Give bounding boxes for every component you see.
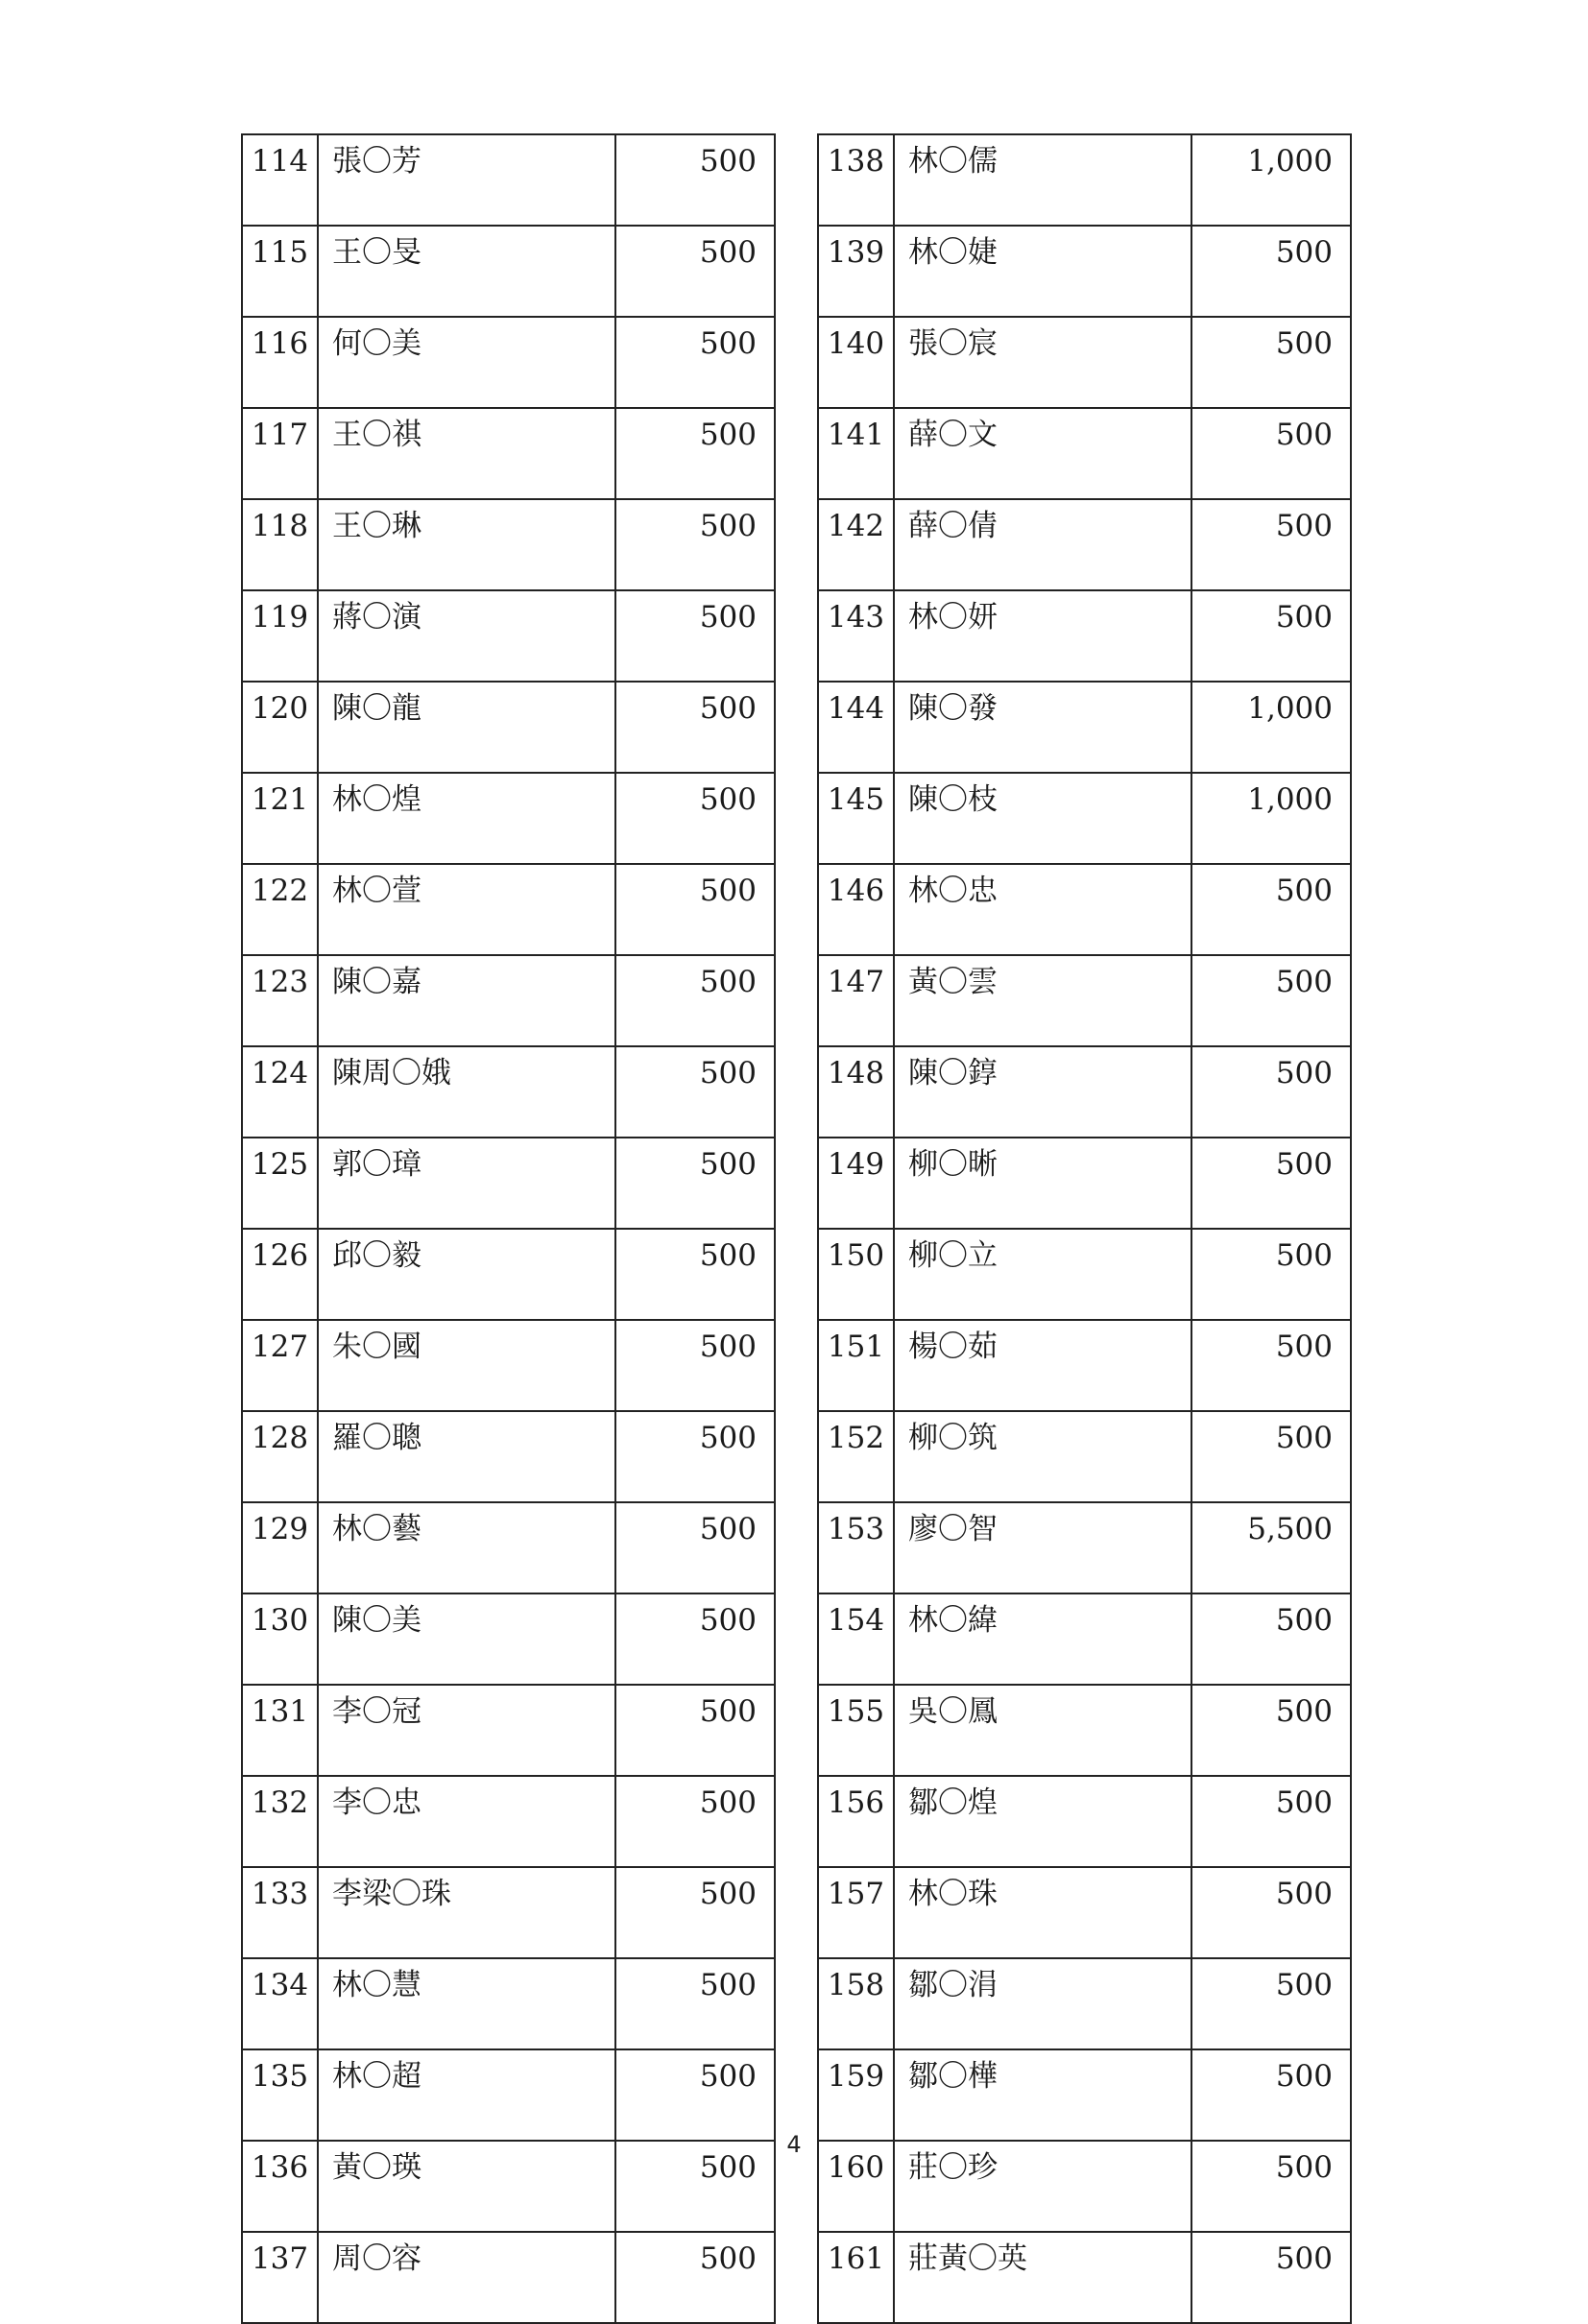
- row-number-cell: 130: [242, 1593, 318, 1685]
- donation-amount-cell: 1,000: [1191, 682, 1351, 773]
- donation-amount-cell: 500: [1191, 864, 1351, 955]
- donation-amount-cell: 500: [615, 317, 775, 408]
- donation-amount-cell: 500: [615, 682, 775, 773]
- row-number-cell: 128: [242, 1411, 318, 1502]
- donor-name-cell: 林〇婕: [894, 226, 1191, 317]
- donation-amount-cell: 500: [615, 1685, 775, 1776]
- donation-amount-cell: 1,000: [1191, 134, 1351, 226]
- donation-amount-cell: 500: [1191, 2232, 1351, 2323]
- donor-name-cell: 郭〇璋: [318, 1138, 615, 1229]
- donor-name-cell: 陳〇嘉: [318, 955, 615, 1046]
- donor-name-cell: 李〇冠: [318, 1685, 615, 1776]
- table-row: [242, 682, 775, 773]
- donation-amount-cell: 500: [615, 1138, 775, 1229]
- row-number-cell: 141: [818, 408, 894, 499]
- donor-name-cell: 林〇慧: [318, 1958, 615, 2049]
- donor-name-cell: 王〇祺: [318, 408, 615, 499]
- donation-amount-cell: 500: [615, 226, 775, 317]
- row-number-cell: 158: [818, 1958, 894, 2049]
- table-row: [818, 317, 1351, 408]
- donor-name-cell: 鄒〇樺: [894, 2049, 1191, 2141]
- row-number-cell: 118: [242, 499, 318, 590]
- table-row: [818, 226, 1351, 317]
- donation-amount-cell: 500: [615, 773, 775, 864]
- row-number-cell: 140: [818, 317, 894, 408]
- donor-name-cell: 陳〇美: [318, 1593, 615, 1685]
- donation-amount-cell: 500: [615, 955, 775, 1046]
- table-row: [818, 1593, 1351, 1685]
- donor-name-cell: 周〇容: [318, 2232, 615, 2323]
- row-number-cell: 117: [242, 408, 318, 499]
- table-row: [242, 317, 775, 408]
- donation-amount-cell: 500: [1191, 1046, 1351, 1138]
- row-number-cell: 153: [818, 1502, 894, 1593]
- donor-name-cell: 蔣〇演: [318, 590, 615, 682]
- donor-table-left-body: [242, 134, 775, 2323]
- row-number-cell: 116: [242, 317, 318, 408]
- table-row: [818, 1685, 1351, 1776]
- table-row: [242, 1411, 775, 1502]
- table-row: [242, 1867, 775, 1958]
- donation-amount-cell: 500: [615, 1593, 775, 1685]
- table-row: [818, 1138, 1351, 1229]
- donation-amount-cell: 500: [1191, 1958, 1351, 2049]
- donor-name-cell: 柳〇立: [894, 1229, 1191, 1320]
- row-number-cell: 159: [818, 2049, 894, 2141]
- donation-amount-cell: 500: [615, 1776, 775, 1867]
- row-number-cell: 139: [818, 226, 894, 317]
- donor-table-right: [817, 133, 1352, 2324]
- row-number-cell: 148: [818, 1046, 894, 1138]
- donor-name-cell: 黃〇瑛: [318, 2141, 615, 2232]
- donor-name-cell: 朱〇國: [318, 1320, 615, 1411]
- donor-name-cell: 林〇藝: [318, 1502, 615, 1593]
- donation-amount-cell: 500: [1191, 226, 1351, 317]
- row-number-cell: 114: [242, 134, 318, 226]
- donor-name-cell: 王〇琳: [318, 499, 615, 590]
- row-number-cell: 150: [818, 1229, 894, 1320]
- donation-amount-cell: 500: [615, 408, 775, 499]
- row-number-cell: 144: [818, 682, 894, 773]
- row-number-cell: 115: [242, 226, 318, 317]
- donor-name-cell: 林〇緯: [894, 1593, 1191, 1685]
- row-number-cell: 145: [818, 773, 894, 864]
- row-number-cell: 156: [818, 1776, 894, 1867]
- table-row: [818, 1867, 1351, 1958]
- donor-name-cell: 張〇宸: [894, 317, 1191, 408]
- donor-name-cell: 王〇旻: [318, 226, 615, 317]
- table-row: [242, 1685, 775, 1776]
- table-row: [818, 1958, 1351, 2049]
- row-number-cell: 120: [242, 682, 318, 773]
- table-row: [818, 1776, 1351, 1867]
- table-row: [242, 134, 775, 226]
- table-row: [818, 499, 1351, 590]
- donation-amount-cell: 500: [615, 1502, 775, 1593]
- row-number-cell: 123: [242, 955, 318, 1046]
- donor-name-cell: 鄒〇涓: [894, 1958, 1191, 2049]
- donor-name-cell: 薛〇文: [894, 408, 1191, 499]
- table-row: [242, 1958, 775, 2049]
- row-number-cell: 126: [242, 1229, 318, 1320]
- donation-amount-cell: 500: [615, 2049, 775, 2141]
- table-row: [242, 408, 775, 499]
- donor-name-cell: 莊〇珍: [894, 2141, 1191, 2232]
- table-row: [818, 2049, 1351, 2141]
- row-number-cell: 125: [242, 1138, 318, 1229]
- donor-name-cell: 陳〇龍: [318, 682, 615, 773]
- donor-name-cell: 林〇妍: [894, 590, 1191, 682]
- donation-amount-cell: 500: [1191, 2049, 1351, 2141]
- table-row: [242, 1138, 775, 1229]
- donor-name-cell: 何〇美: [318, 317, 615, 408]
- row-number-cell: 124: [242, 1046, 318, 1138]
- donation-amount-cell: 500: [1191, 1867, 1351, 1958]
- donation-amount-cell: 500: [615, 1411, 775, 1502]
- donation-amount-cell: 500: [615, 1320, 775, 1411]
- donor-name-cell: 陳〇枝: [894, 773, 1191, 864]
- donation-amount-cell: 500: [615, 134, 775, 226]
- donor-name-cell: 林〇忠: [894, 864, 1191, 955]
- table-row: [242, 2232, 775, 2323]
- donation-amount-cell: 500: [1191, 1320, 1351, 1411]
- row-number-cell: 154: [818, 1593, 894, 1685]
- donor-name-cell: 李〇忠: [318, 1776, 615, 1867]
- row-number-cell: 119: [242, 590, 318, 682]
- donation-amount-cell: 500: [1191, 1776, 1351, 1867]
- donor-name-cell: 邱〇毅: [318, 1229, 615, 1320]
- row-number-cell: 146: [818, 864, 894, 955]
- donation-amount-cell: 1,000: [1191, 773, 1351, 864]
- row-number-cell: 135: [242, 2049, 318, 2141]
- donation-amount-cell: 5,500: [1191, 1502, 1351, 1593]
- table-row: [242, 1229, 775, 1320]
- donation-amount-cell: 500: [615, 1229, 775, 1320]
- table-row: [242, 226, 775, 317]
- donation-amount-cell: 500: [1191, 1138, 1351, 1229]
- table-row: [242, 864, 775, 955]
- donor-name-cell: 黃〇雲: [894, 955, 1191, 1046]
- table-row: [242, 1046, 775, 1138]
- row-number-cell: 131: [242, 1685, 318, 1776]
- table-row: [818, 2232, 1351, 2323]
- table-row: [242, 499, 775, 590]
- row-number-cell: 151: [818, 1320, 894, 1411]
- donation-amount-cell: 500: [1191, 1593, 1351, 1685]
- page-number: 4: [786, 2131, 802, 2158]
- row-number-cell: 122: [242, 864, 318, 955]
- donation-amount-cell: 500: [1191, 317, 1351, 408]
- donor-name-cell: 柳〇晰: [894, 1138, 1191, 1229]
- row-number-cell: 136: [242, 2141, 318, 2232]
- row-number-cell: 137: [242, 2232, 318, 2323]
- table-row: [818, 1046, 1351, 1138]
- donor-name-cell: 陳周〇娥: [318, 1046, 615, 1138]
- donor-name-cell: 張〇芳: [318, 134, 615, 226]
- row-number-cell: 152: [818, 1411, 894, 1502]
- donation-amount-cell: 500: [615, 1867, 775, 1958]
- table-row: [818, 1411, 1351, 1502]
- table-row: [242, 2049, 775, 2141]
- table-row: [242, 590, 775, 682]
- row-number-cell: 134: [242, 1958, 318, 2049]
- donation-amount-cell: 500: [615, 864, 775, 955]
- row-number-cell: 138: [818, 134, 894, 226]
- donor-name-cell: 林〇儒: [894, 134, 1191, 226]
- row-number-cell: 132: [242, 1776, 318, 1867]
- table-row: [818, 134, 1351, 226]
- donor-table-left: [241, 133, 776, 2324]
- row-number-cell: 161: [818, 2232, 894, 2323]
- table-row: [242, 1320, 775, 1411]
- donation-amount-cell: 500: [1191, 1411, 1351, 1502]
- donor-name-cell: 薛〇倩: [894, 499, 1191, 590]
- donor-name-cell: 陳〇發: [894, 682, 1191, 773]
- donation-amount-cell: 500: [1191, 1229, 1351, 1320]
- donation-amount-cell: 500: [615, 2232, 775, 2323]
- donor-name-cell: 吳〇鳳: [894, 1685, 1191, 1776]
- table-row: [818, 773, 1351, 864]
- donor-name-cell: 楊〇茹: [894, 1320, 1191, 1411]
- donation-amount-cell: 500: [615, 590, 775, 682]
- donor-name-cell: 廖〇智: [894, 1502, 1191, 1593]
- table-row: [818, 682, 1351, 773]
- table-row: [242, 773, 775, 864]
- table-row: [242, 1593, 775, 1685]
- table-row: [242, 1776, 775, 1867]
- table-row: [818, 1502, 1351, 1593]
- donation-amount-cell: 500: [1191, 499, 1351, 590]
- donor-name-cell: 林〇珠: [894, 1867, 1191, 1958]
- donor-name-cell: 柳〇筑: [894, 1411, 1191, 1502]
- donor-name-cell: 李梁〇珠: [318, 1867, 615, 1958]
- donor-table-right-body: [818, 134, 1351, 2323]
- row-number-cell: 160: [818, 2141, 894, 2232]
- table-row: [818, 864, 1351, 955]
- donor-name-cell: 林〇煌: [318, 773, 615, 864]
- row-number-cell: 121: [242, 773, 318, 864]
- row-number-cell: 157: [818, 1867, 894, 1958]
- table-row: [818, 1320, 1351, 1411]
- donation-amount-cell: 500: [1191, 2141, 1351, 2232]
- donation-amount-cell: 500: [615, 1046, 775, 1138]
- row-number-cell: 142: [818, 499, 894, 590]
- donation-amount-cell: 500: [615, 2141, 775, 2232]
- row-number-cell: 129: [242, 1502, 318, 1593]
- table-row: [818, 408, 1351, 499]
- row-number-cell: 149: [818, 1138, 894, 1229]
- table-row: [242, 1502, 775, 1593]
- donation-amount-cell: 500: [1191, 955, 1351, 1046]
- donor-name-cell: 鄒〇煌: [894, 1776, 1191, 1867]
- row-number-cell: 133: [242, 1867, 318, 1958]
- donation-amount-cell: 500: [1191, 408, 1351, 499]
- donor-name-cell: 林〇萱: [318, 864, 615, 955]
- table-row: [818, 1229, 1351, 1320]
- row-number-cell: 143: [818, 590, 894, 682]
- donation-amount-cell: 500: [615, 499, 775, 590]
- donor-name-cell: 羅〇聰: [318, 1411, 615, 1502]
- table-row: [818, 955, 1351, 1046]
- donation-amount-cell: 500: [615, 1958, 775, 2049]
- table-row: [242, 955, 775, 1046]
- table-row: [818, 590, 1351, 682]
- row-number-cell: 147: [818, 955, 894, 1046]
- row-number-cell: 127: [242, 1320, 318, 1411]
- donor-name-cell: 林〇超: [318, 2049, 615, 2141]
- donation-amount-cell: 500: [1191, 1685, 1351, 1776]
- donor-name-cell: 莊黃〇英: [894, 2232, 1191, 2323]
- donor-name-cell: 陳〇錞: [894, 1046, 1191, 1138]
- donation-amount-cell: 500: [1191, 590, 1351, 682]
- row-number-cell: 155: [818, 1685, 894, 1776]
